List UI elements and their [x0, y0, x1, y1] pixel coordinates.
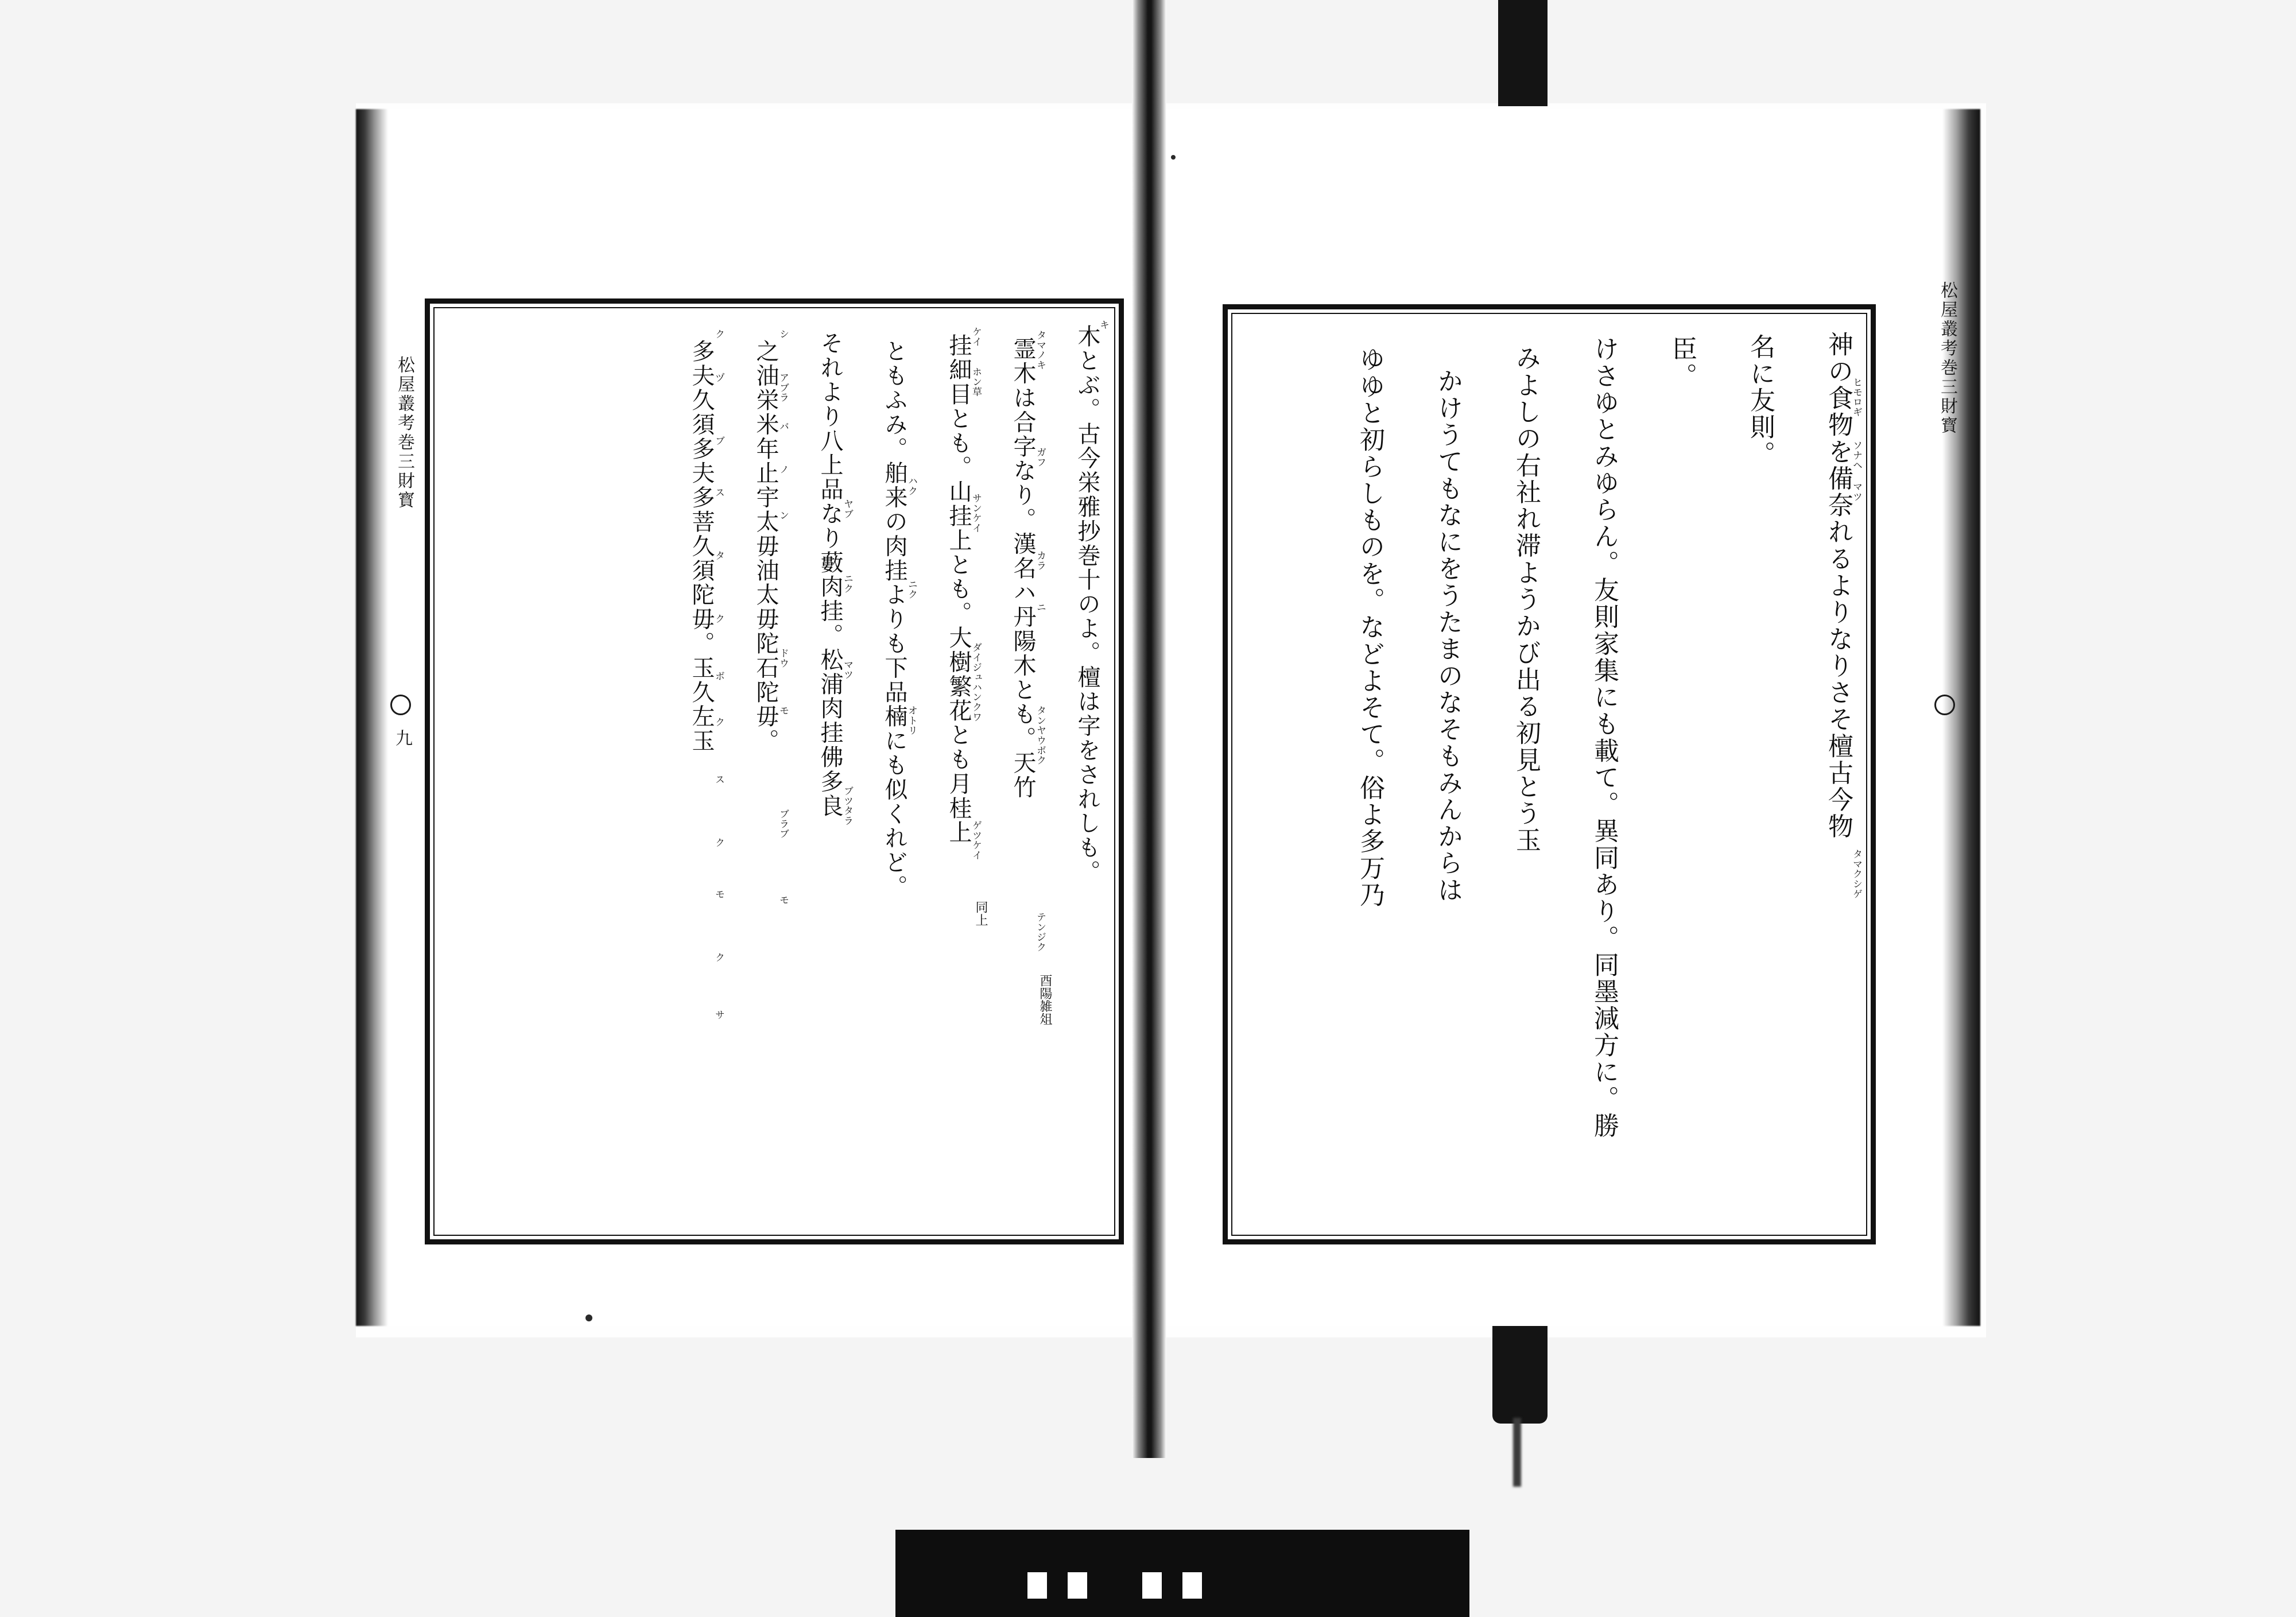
left-column-7-ruby-11: モ	[713, 889, 724, 899]
page-edge-shadow-left	[356, 109, 388, 1326]
left-column-3-ruby-5: ゲツケイ	[970, 820, 982, 860]
margin-title-right: 松屋叢考巻三財寳	[1937, 281, 1957, 436]
left-column-2-ruby-6: テンジク	[1034, 912, 1046, 952]
gutter-clip-bottom	[1492, 1326, 1548, 1424]
left-column-7-ruby-9: ス	[713, 774, 724, 785]
left-column-7-ruby-5: タ	[713, 550, 724, 561]
page-mark-right	[1934, 695, 1955, 715]
gutter-clip-tail	[1513, 1418, 1521, 1487]
left-column-2-ruby-4: ニ	[1034, 602, 1046, 612]
left-column-6-ruby-8: ブラブ	[777, 809, 789, 839]
left-column-5-ruby-1: ヤブ	[841, 499, 853, 519]
right-column-1-ruby-2: ソナヘ	[1851, 440, 1862, 471]
bottom-bar-cutout-1	[1027, 1572, 1047, 1599]
left-page-text-frame	[425, 298, 1124, 1244]
bottom-bar-cutout-4	[1182, 1572, 1202, 1599]
left-column-7-ruby-2: ヅ	[713, 373, 724, 383]
left-column-4-ruby-1: ハク	[906, 476, 917, 496]
right-column-1-ruby-1: ヒモロギ	[1851, 377, 1862, 417]
left-column-5: それより八上品なり藪肉挂。松浦肉挂佛多良	[817, 331, 843, 818]
left-column-7-ruby-13: サ	[713, 1010, 724, 1020]
right-column-1: 神の食物を備奈れるよりなりさそ檀古今物	[1824, 331, 1853, 840]
bottom-bar-cutout-2	[1068, 1572, 1087, 1599]
left-column-6-ruby-7: モ	[777, 705, 789, 716]
left-column-6-ruby-9: モ	[777, 895, 789, 905]
right-column-6: かけうてもなにをうたまのなそもみんからは	[1433, 368, 1463, 903]
left-column-6-ruby-6: ドウ	[777, 648, 789, 668]
left-column-7: 多夫久須多夫多菩久須陀毋。玉久左玉	[688, 339, 715, 753]
left-column-3: 挂細目とも。山挂上とも。大樹繁花とも月桂上	[945, 334, 972, 845]
left-column-5-ruby-2: ニク	[841, 573, 853, 594]
left-column-7-ruby-7: ボ	[713, 671, 724, 681]
left-column-2-note: 酉陽雑俎	[1038, 974, 1052, 1026]
right-page-text-frame	[1223, 304, 1876, 1244]
left-column-6-ruby-3: バ	[777, 421, 789, 432]
left-column-7-ruby-12: ク	[713, 952, 724, 963]
left-column-7-ruby-3: ブ	[713, 436, 724, 446]
left-column-6-ruby-2: アブラ	[777, 373, 789, 403]
bottom-bar-cutout-3	[1142, 1572, 1162, 1599]
left-column-7-ruby-6: ク	[713, 614, 724, 624]
left-column-6-ruby-4: ノ	[777, 464, 789, 475]
book-gutter	[1132, 0, 1166, 1458]
gutter-clip-top	[1498, 0, 1548, 106]
left-column-5-ruby-3: マツ	[841, 660, 853, 680]
scan-speck-2	[1171, 155, 1176, 160]
left-column-3-ruby-1: ケイ	[970, 327, 982, 347]
left-column-7-ruby-10: ク	[713, 837, 724, 848]
left-column-3-note: 同上	[974, 901, 988, 926]
left-column-6-ruby-5: ン	[777, 510, 789, 521]
left-column-3-ruby-2: ホン草	[970, 367, 982, 397]
left-column-2-ruby-3: カラ	[1034, 550, 1046, 571]
book-spread	[356, 109, 1980, 1326]
right-column-7: ゆゆと初らしものを。などよそて。俗よ多万乃	[1355, 346, 1384, 909]
margin-title: 松屋叢考巻三財寳	[394, 356, 414, 510]
right-column-1-ruby-3: マツ	[1851, 482, 1862, 502]
page-mark-left	[390, 695, 411, 715]
right-column-2: 名に友則。	[1746, 334, 1775, 468]
left-column-1: 木とぶ。古今栄雅抄巻十のよ。檀は字をされしも。	[1074, 324, 1100, 885]
left-column-7-ruby-4: ス	[713, 487, 724, 498]
left-column-2-ruby-1: タマノキ	[1034, 330, 1046, 370]
folio-number: 九	[392, 729, 412, 748]
left-column-7-ruby-1: ク	[713, 329, 724, 339]
left-column-4: ともふみ。舶来の肉挂よりも下品楠にも似くれど。	[881, 339, 907, 899]
left-column-4-ruby-2: ニク	[906, 579, 917, 599]
right-column-1-ruby-4: タマクシゲ	[1851, 849, 1862, 899]
left-column-2: 霊木は合字なり。漢名ハ丹陽木とも。天竹	[1010, 337, 1036, 800]
left-column-1-ruby: キ	[1097, 320, 1109, 330]
scan-speck-1	[585, 1314, 592, 1321]
right-column-4: けさゆとみゆらん。友則家集にも載て。異同あり。同墨減方に。勝	[1589, 336, 1619, 1139]
left-column-2-ruby-2: ガフ	[1034, 447, 1046, 467]
right-column-3: 臣。	[1667, 336, 1697, 390]
right-column-5: みよしの右社れ滞ようかび出る初見とう玉	[1511, 345, 1541, 854]
left-column-5-ruby-4: ブツタラ	[841, 786, 853, 826]
scanner-bottom-bar	[895, 1530, 1469, 1617]
left-column-7-ruby-8: ク	[713, 717, 724, 727]
left-column-6-ruby-1: シ	[777, 329, 789, 339]
left-column-3-ruby-4: ダイジュハンクワ	[970, 642, 982, 722]
left-column-4-ruby-3: オトリ	[906, 705, 917, 736]
left-column-6: 之油栄米年止宇太毋油太毋陀石陀毋。	[753, 339, 779, 753]
left-column-2-ruby-5: タンヤウボク	[1034, 705, 1046, 766]
left-column-3-ruby-3: サンケイ	[970, 493, 982, 533]
